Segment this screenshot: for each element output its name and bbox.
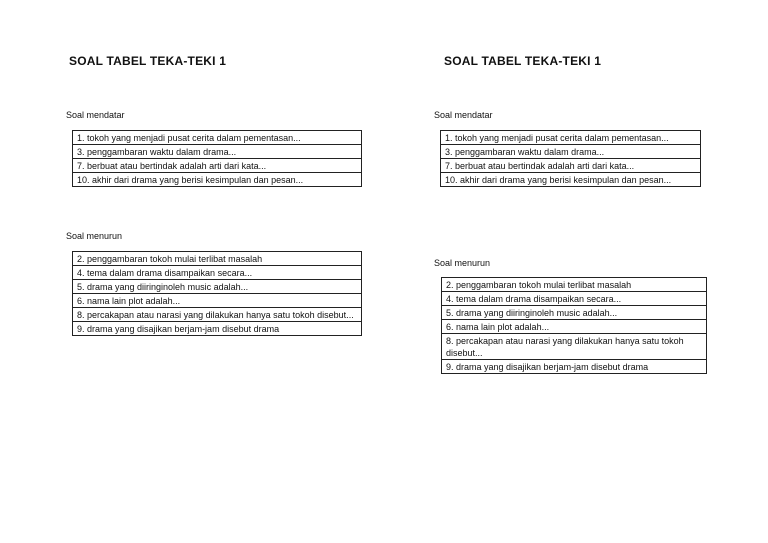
left-mendatar-table	[72, 130, 362, 187]
left-menurun-label: Soal menurun	[66, 231, 123, 241]
table-row	[73, 266, 362, 280]
question-cell: 9. drama yang disajikan berjam-jam disebut drama	[73, 322, 362, 336]
question-cell: 3. penggambaran waktu dalam drama...	[441, 145, 701, 159]
table-row	[73, 322, 362, 336]
question-cell: 3. penggambaran waktu dalam drama...	[73, 145, 362, 159]
right-menurun-label: Soal menurun	[434, 258, 491, 268]
question-cell: 2. penggambaran tokoh mulai terlibat masalah	[73, 252, 362, 266]
left-mendatar-label: Soal mendatar	[66, 110, 125, 120]
question-cell: 1. tokoh yang menjadi pusat cerita dalam pementasan...	[73, 131, 362, 145]
question-cell: 5. drama yang diiringinoleh music adalah...	[73, 280, 362, 294]
table-row	[442, 334, 707, 360]
question-cell: 6. nama lain plot adalah...	[73, 294, 362, 308]
table-row	[73, 252, 362, 266]
table-row	[442, 292, 707, 306]
table-row	[73, 294, 362, 308]
table-row	[73, 159, 362, 173]
question-cell: 4. tema dalam drama disampaikan secara...	[73, 266, 362, 280]
left-menurun-table	[72, 251, 362, 336]
question-cell: 10. akhir dari drama yang berisi kesimpulan dan pesan...	[73, 173, 362, 187]
table-row	[73, 131, 362, 145]
table-row	[442, 360, 707, 374]
table-row	[73, 308, 362, 322]
question-cell: 4. tema dalam drama disampaikan secara...	[442, 292, 707, 306]
table-row	[441, 131, 701, 145]
table-row	[442, 278, 707, 292]
question-cell: 8. percakapan atau narasi yang dilakukan hanya satu tokoh disebut...	[442, 334, 707, 360]
question-cell: 6. nama lain plot adalah...	[442, 320, 707, 334]
question-cell: 7. berbuat atau bertindak adalah arti dari kata...	[441, 159, 701, 173]
left-page-title: SOAL TABEL TEKA-TEKI 1	[69, 54, 227, 68]
right-mendatar-label: Soal mendatar	[434, 110, 493, 120]
table-row	[442, 306, 707, 320]
right-page-title: SOAL TABEL TEKA-TEKI 1	[444, 54, 602, 68]
table-row	[73, 173, 362, 187]
question-cell: 2. penggambaran tokoh mulai terlibat masalah	[442, 278, 707, 292]
question-cell: 8. percakapan atau narasi yang dilakukan hanya satu tokoh disebut...	[73, 308, 362, 322]
table-row	[73, 280, 362, 294]
right-mendatar-table	[440, 130, 701, 187]
question-cell: 9. drama yang disajikan berjam-jam disebut drama	[442, 360, 707, 374]
table-row	[441, 159, 701, 173]
table-row	[441, 145, 701, 159]
question-cell: 10. akhir dari drama yang berisi kesimpulan dan pesan...	[441, 173, 701, 187]
table-row	[441, 173, 701, 187]
question-cell: 1. tokoh yang menjadi pusat cerita dalam pementasan...	[441, 131, 701, 145]
table-row	[442, 320, 707, 334]
question-cell: 7. berbuat atau bertindak adalah arti dari kata...	[73, 159, 362, 173]
table-row	[73, 145, 362, 159]
question-cell: 5. drama yang diiringinoleh music adalah...	[442, 306, 707, 320]
right-menurun-table	[441, 277, 707, 374]
